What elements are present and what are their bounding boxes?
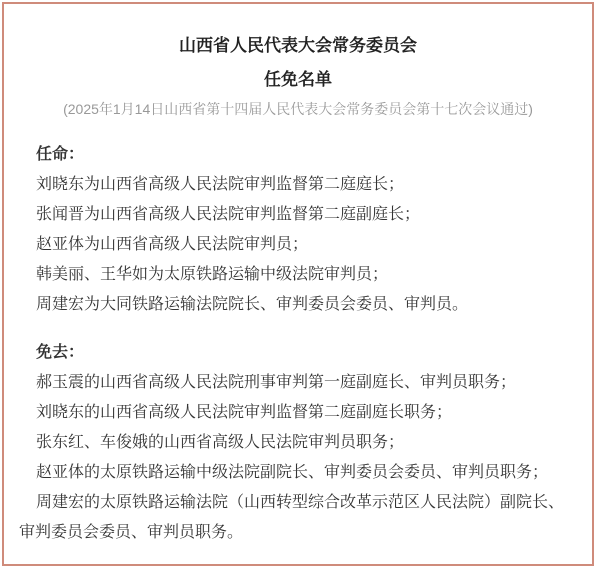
appointment-item: 张闻晋为山西省高级人民法院审判监督第二庭副庭长；	[36, 206, 421, 223]
removal-item: 张东红、车俊娥的山西省高级人民法院审判员职务；	[36, 434, 405, 451]
removal-item: 赵亚体的太原铁路运输中级法院副院长、审判委员会委员、审判员职务；	[36, 464, 549, 481]
document-subtitle: 任免名单	[264, 70, 332, 89]
removals-heading: 免去：	[36, 344, 85, 361]
removal-item: 刘晓东的山西省高级人民法院审判监督第二庭副庭长职务；	[36, 404, 453, 421]
document-title: 山西省人民代表大会常务委员会	[179, 36, 417, 55]
appointment-item: 周建宏为大同铁路运输法院院长、审判委员会委员、审判员。	[36, 296, 469, 313]
removal-item: 郝玉震的山西省高级人民法院刑事审判第一庭副庭长、审判员职务；	[36, 374, 517, 391]
appointment-item: 韩美丽、王华如为太原铁路运输中级法院审判员；	[36, 266, 389, 283]
meeting-approval-note: (2025年1月14日山西省第十四届人民代表大会常务委员会第十七次会议通过)	[63, 101, 533, 117]
appointment-item: 赵亚体为山西省高级人民法院审判员；	[36, 236, 309, 253]
appointments-section	[19, 140, 577, 320]
removals-section	[19, 338, 577, 548]
removal-item: 周建宏的太原铁路运输法院（山西转型综合改革示范区人民法院）副院长、审判委员会委员、审判员职务。	[19, 494, 565, 541]
announcement-document	[2, 2, 594, 566]
appointment-item: 刘晓东为山西省高级人民法院审判监督第二庭庭长；	[36, 176, 405, 193]
appointments-heading: 任命：	[36, 146, 85, 163]
